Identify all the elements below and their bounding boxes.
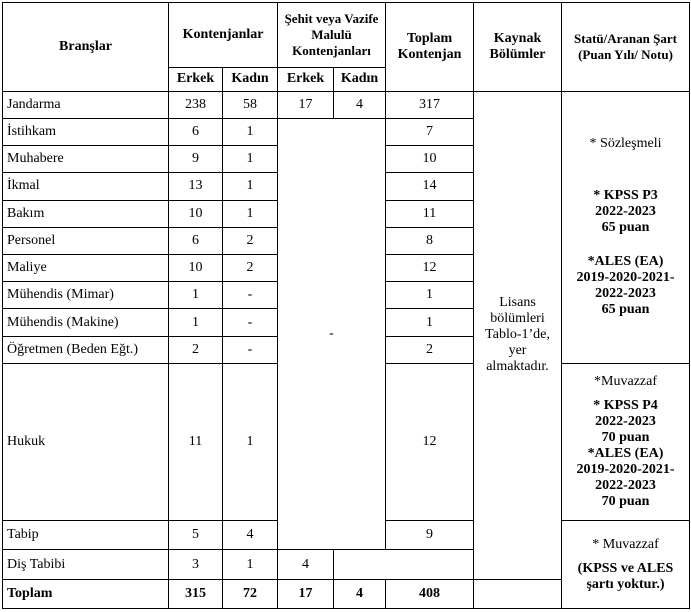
totals-female: 72	[223, 579, 278, 608]
male-count: 13	[169, 173, 223, 200]
male-count: 1	[169, 309, 223, 336]
status-cell-career	[562, 363, 690, 520]
totals-label: Toplam	[3, 579, 169, 608]
total-count: 4	[278, 550, 334, 579]
status-line: 70 puan	[601, 494, 650, 510]
male-count: 10	[169, 255, 223, 282]
header-martyr-male: Erkek	[278, 67, 334, 91]
female-count: 1	[223, 173, 278, 200]
total-count: 9	[386, 521, 474, 550]
status-cell-contract	[562, 91, 690, 363]
martyr-merged-cell: -	[278, 118, 386, 550]
total-count: 1	[386, 282, 474, 309]
total-count: 14	[386, 173, 474, 200]
status-line: *ALES (EA)	[587, 254, 664, 270]
totals-male: 315	[169, 579, 223, 608]
total-count: 8	[386, 227, 474, 254]
status-line: 2022-2023	[595, 414, 656, 430]
total-count: 12	[386, 255, 474, 282]
female-count: 2	[223, 227, 278, 254]
male-count: 10	[169, 200, 223, 227]
male-count: 5	[169, 521, 223, 550]
status-line: (KPSS ve ALES	[577, 560, 674, 576]
male-count: 1	[169, 282, 223, 309]
female-count: -	[223, 282, 278, 309]
source-departments-cell: Lisans bölümleri Tablo-1’de, yer almaktadır.	[474, 91, 562, 579]
header-row-1	[3, 3, 690, 68]
total-count: 7	[386, 118, 474, 145]
quota-table	[2, 2, 690, 609]
totals-total: 408	[386, 579, 474, 608]
status-line: * Sözleşmeli	[589, 136, 662, 152]
branch-name: Mühendis (Mimar)	[3, 282, 169, 309]
header-martyr-female: Kadın	[334, 67, 386, 91]
female-count: -	[223, 336, 278, 363]
header-total-quota: Toplam Kontenjan	[386, 3, 474, 92]
status-line: 70 puan	[601, 430, 650, 446]
branch-name: Maliye	[3, 255, 169, 282]
totals-martyr-male: 17	[278, 579, 334, 608]
status-line: 2022-2023	[595, 478, 656, 494]
total-count: 1	[386, 309, 474, 336]
header-female: Kadın	[223, 67, 278, 91]
branch-name: Öğretmen (Beden Eğt.)	[3, 336, 169, 363]
status-line: 2022-2023	[595, 204, 656, 220]
status-line: * KPSS P3	[593, 188, 658, 204]
total-count: 12	[386, 363, 474, 520]
female-count: 1	[223, 146, 278, 173]
status-line: 2019-2020-2021-	[576, 270, 675, 286]
total-count: 11	[386, 200, 474, 227]
branch-name: Mühendis (Makine)	[3, 309, 169, 336]
header-status-requirement: Statü/Aranan Şart (Puan Yılı/ Notu)	[562, 3, 690, 92]
status-line: * KPSS P4	[593, 398, 658, 414]
header-branches: Branşlar	[3, 3, 169, 92]
total-count: 317	[386, 91, 474, 118]
status-line: *Muvazzaf	[594, 374, 657, 390]
branch-name: Hukuk	[3, 363, 169, 520]
female-count: 1	[223, 550, 278, 579]
branch-name: Diş Tabibi	[3, 550, 169, 579]
female-count: 1	[223, 118, 278, 145]
martyr-female-count: 4	[334, 91, 386, 118]
branch-name: Personel	[3, 227, 169, 254]
status-line: 65 puan	[601, 302, 650, 318]
branch-name: Tabip	[3, 521, 169, 550]
male-count: 238	[169, 91, 223, 118]
male-count: 6	[169, 118, 223, 145]
female-count: 58	[223, 91, 278, 118]
branch-name: Jandarma	[3, 91, 169, 118]
female-count: 4	[223, 521, 278, 550]
table-row	[3, 91, 690, 118]
male-count: 6	[169, 227, 223, 254]
female-count: 1	[223, 200, 278, 227]
header-martyr-quotas: Şehit veya Vazife Malulü Kontenjanları	[278, 3, 386, 68]
status-line: 65 puan	[601, 220, 650, 236]
status-line: *ALES (EA)	[587, 446, 664, 462]
male-count: 2	[169, 336, 223, 363]
status-cell-no-exam	[562, 521, 690, 609]
status-line: 2022-2023	[595, 286, 656, 302]
status-line: şartı yoktur.)	[586, 576, 665, 592]
female-count: 2	[223, 255, 278, 282]
male-count: 3	[169, 550, 223, 579]
martyr-male-count: 17	[278, 91, 334, 118]
header-quotas: Kontenjanlar	[169, 3, 278, 68]
totals-martyr-female: 4	[334, 579, 386, 608]
branch-name: İkmal	[3, 173, 169, 200]
branch-name: Muhabere	[3, 146, 169, 173]
branch-name: İstihkam	[3, 118, 169, 145]
status-line: 2019-2020-2021-	[576, 462, 675, 478]
male-count: 9	[169, 146, 223, 173]
total-count: 10	[386, 146, 474, 173]
branch-name: Bakım	[3, 200, 169, 227]
header-source-departments: Kaynak Bölümler	[474, 3, 562, 92]
female-count: -	[223, 309, 278, 336]
male-count: 11	[169, 363, 223, 520]
status-line: * Muvazzaf	[592, 536, 659, 552]
totals-source-empty	[474, 579, 562, 608]
female-count: 1	[223, 363, 278, 520]
total-count: 2	[386, 336, 474, 363]
header-male: Erkek	[169, 67, 223, 91]
